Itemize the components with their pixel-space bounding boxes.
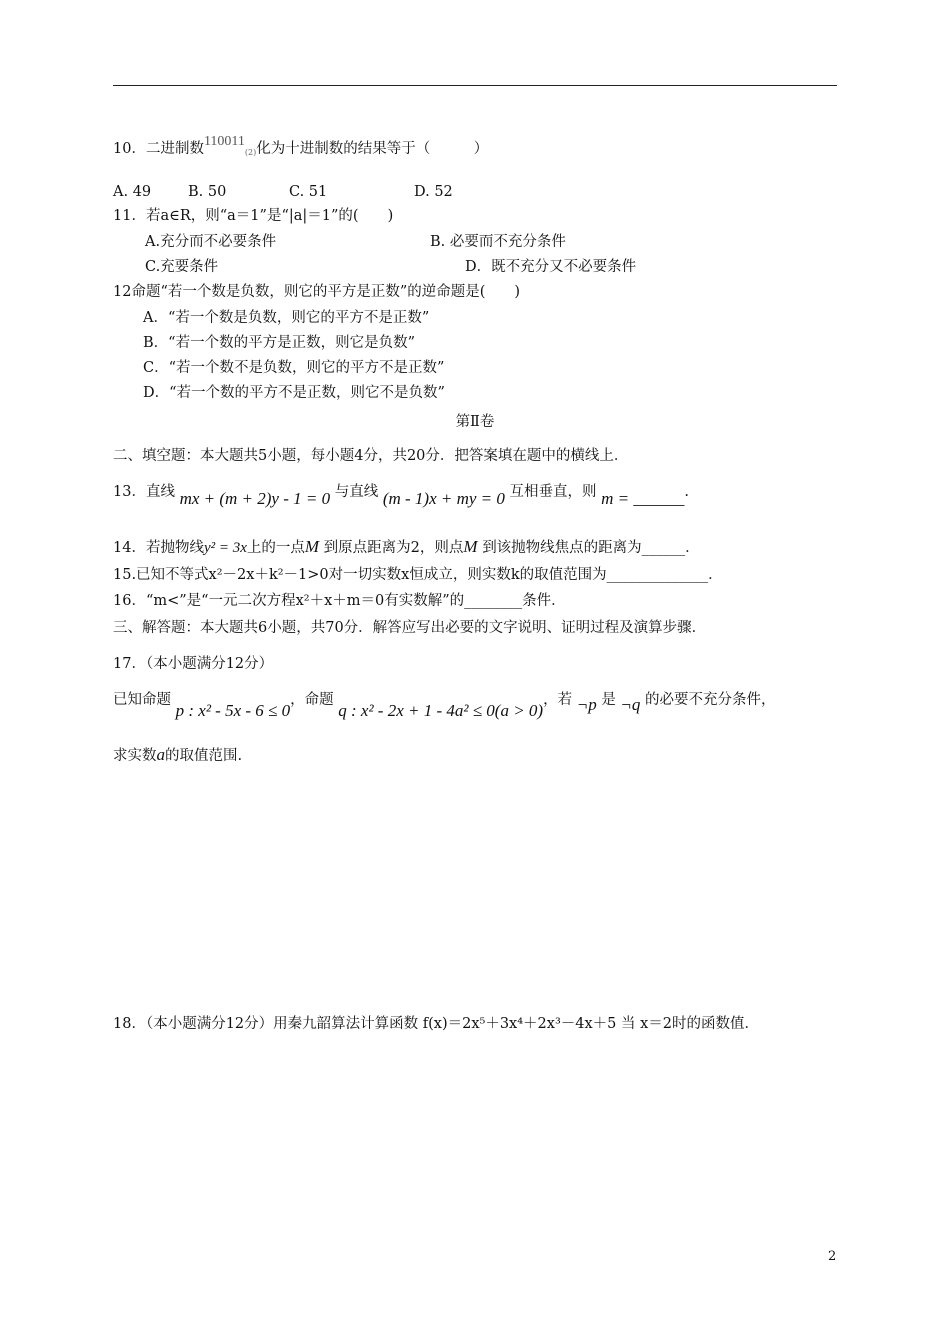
q17-ruo: ，若 <box>543 692 573 708</box>
question-10 <box>113 134 489 162</box>
question-12: 12命题“若一个数是负数，则它的平方是正数”的逆命题是( ) <box>113 284 521 300</box>
q10-prefix: 10．二进制数 <box>113 141 204 157</box>
q17-line2: 求实数 <box>113 748 157 764</box>
page-number: 2 <box>828 1249 837 1264</box>
binary-base: (2) <box>244 148 257 157</box>
q13-line2-equation: (m - 1)x + my = 0 <box>382 489 505 508</box>
q17-not-p: ¬p <box>576 695 597 714</box>
q14-prefix: 14．若抛物线 <box>113 540 204 556</box>
q13-answer-blank: m = ______ <box>601 489 685 508</box>
question-18: 18．（本小题满分12分）用秦九韶算法计算函数 f(x)＝2x⁵＋3x⁴＋2x³－4x＋5 当 x＝2时的函数值． <box>113 1016 760 1032</box>
question-17-line2 <box>113 746 242 765</box>
solve-header: 三、解答题：本大题共6小题，共70分．解答应写出必要的文字说明、证明过程及演算步骤． <box>113 620 707 636</box>
question-11: 11．若a∈R，则“a＝1”是“|a|＝1”的( ) <box>113 208 394 224</box>
q14-mid1: 上的一点 <box>246 540 305 556</box>
q10-option-d: D. 52 <box>414 184 453 200</box>
question-13 <box>113 482 689 508</box>
q11-option-d: D．既不充分又不必要条件 <box>465 259 637 275</box>
q17-proposition-q: q : x² - 2x + 1 - 4a² ≤ 0(a > 0) <box>338 701 544 720</box>
q14-point: M <box>304 537 320 556</box>
question-17 <box>113 690 776 720</box>
question-16: 16．“m<”是“一元二次方程x²＋x＋m＝0有实数解”的________条件． <box>113 593 566 609</box>
q17-not-q: ¬q <box>620 695 641 714</box>
q14-parabola-equation: y² = 3x <box>203 540 247 556</box>
q12-option-d: D．“若一个数的平方不是正数，则它不是负数” <box>143 385 445 401</box>
q13-prefix: 13．直线 <box>113 484 175 500</box>
q17-pre: 已知命题 <box>113 692 171 708</box>
q13-mid: 与直线 <box>334 484 379 500</box>
section-title: 第Ⅱ卷 <box>455 414 495 430</box>
q11-option-c: C.充要条件 <box>145 259 219 275</box>
q12-option-c: C．“若一个数不是负数，则它的平方不是正数” <box>143 360 445 376</box>
binary-number: 110011 <box>203 134 245 149</box>
q10-option-a: A. 49 <box>113 184 152 200</box>
q13-suffix: 互相垂直，则 <box>509 484 597 500</box>
q14-suffix: 到该抛物线焦点的距离为______． <box>482 540 700 556</box>
question-15: 15.已知不等式x²－2x＋k²－1>0对一切实数x恒成立，则实数k的取值范围为______________． <box>113 567 723 583</box>
q17-proposition-p: p : x² - 5x - 6 ≤ 0 <box>175 701 291 720</box>
q13-end: . <box>684 484 689 500</box>
q17-mid: ，命题 <box>290 692 334 708</box>
fill-in-header: 二、填空题：本大题共5小题，每小题4分，共20分．把答案填在题中的横线上． <box>113 448 629 464</box>
q17-tail: 的必要不充分条件， <box>645 692 776 708</box>
q14-mid2: 到原点距离为2，则点 <box>323 540 464 556</box>
question-17-head: 17．（本小题满分12分） <box>113 656 274 672</box>
header-rule <box>113 85 837 86</box>
q11-option-b: B. 必要而不充分条件 <box>430 234 566 250</box>
q12-option-b: B．“若一个数的平方是正数，则它是负数” <box>143 335 415 351</box>
q10-option-b: B. 50 <box>188 184 227 200</box>
question-14 <box>113 538 700 557</box>
q10-option-c: C. 51 <box>289 184 328 200</box>
q17-line2-end: 的取值范围. <box>165 748 243 764</box>
q14-point-2: M <box>463 537 478 556</box>
q17-variable-a: a <box>156 745 165 764</box>
q13-line1-equation: mx + (m + 2)y - 1 = 0 <box>179 489 331 508</box>
q11-option-a: A.充分而不必要条件 <box>145 234 277 250</box>
q10-suffix: 化为十进制数的结果等于（ ） <box>256 141 489 157</box>
q17-shi: 是 <box>601 692 616 708</box>
q12-option-a: A．“若一个数是负数，则它的平方不是正数” <box>143 310 430 326</box>
